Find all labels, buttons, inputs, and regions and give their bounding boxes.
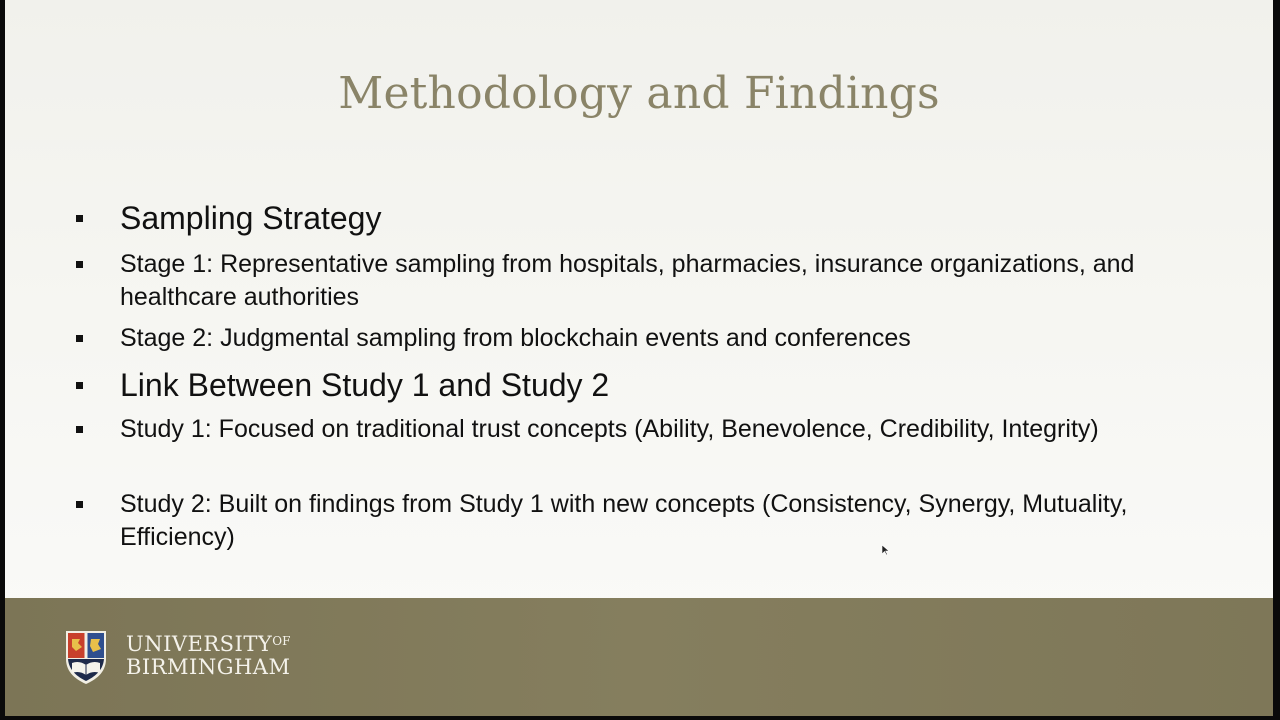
bullet-item: [120, 488, 1150, 554]
wordmark-line-1: $UNIVERSITY^{OF}$: [126, 632, 291, 656]
square-bullet-icon: [76, 382, 83, 389]
bullet-item: [120, 322, 1150, 355]
mouse-pointer-icon: [882, 545, 890, 555]
slide-title: Methodology and Findings: [338, 68, 940, 119]
square-bullet-icon: [76, 261, 83, 268]
wordmark-of: OF: [272, 634, 291, 648]
square-bullet-icon: [76, 426, 83, 433]
bullet-text: Sampling Strategy: [120, 200, 382, 236]
bullet-text: Study 1: Focused on traditional trust concepts (Ability, Benevolence, Credibility, Integrity): [120, 415, 1099, 443]
bullet-item: [120, 199, 1150, 237]
square-bullet-icon: [76, 215, 83, 222]
bullet-list: [5, 0, 1273, 600]
bullet-item: [120, 248, 1150, 314]
wordmark-line-2: BIRMINGHAM: [126, 655, 291, 679]
square-bullet-icon: [76, 335, 83, 342]
slide: [5, 0, 1273, 716]
square-bullet-icon: [76, 501, 83, 508]
slide-footer: [5, 598, 1273, 716]
bullet-text: Stage 2: Judgmental sampling from blockchain events and conferences: [120, 324, 911, 352]
bullet-item: [120, 413, 1150, 446]
bullet-text: Study 2: Built on findings from Study 1 with new concepts (Consistency, Synergy, Mutuality, Efficiency): [120, 490, 1128, 551]
university-crest-icon: [63, 629, 109, 685]
bullet-text: Link Between Study 1 and Study 2: [120, 367, 610, 403]
bullet-item: [120, 366, 1150, 404]
university-wordmark: [126, 630, 290, 679]
bullet-text: Stage 1: Representative sampling from hospitals, pharmacies, insurance organizations, and healthcare authorities: [120, 250, 1135, 311]
